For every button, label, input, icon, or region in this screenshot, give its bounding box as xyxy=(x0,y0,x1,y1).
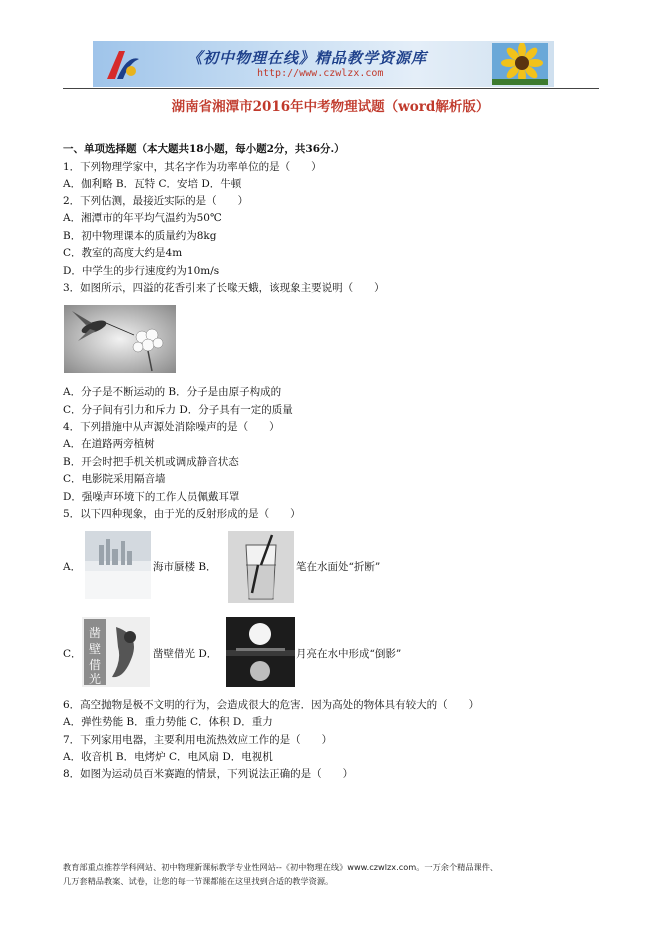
question-3: 3．如图所示，四溢的花香引来了长喙天蛾，该现象主要说明（ ） xyxy=(63,282,385,294)
question-5-label-a: A． xyxy=(63,561,82,573)
pencil-in-water-image xyxy=(228,531,294,603)
question-5-label-c: C． xyxy=(63,648,82,660)
chiseling-wall-image xyxy=(82,617,150,687)
sunflower-icon xyxy=(492,43,548,85)
document-title: 湖南省湘潭市2016年中考物理试题（word解析版） xyxy=(171,99,490,115)
question-5-text-c: 凿壁借光 D． xyxy=(153,648,218,660)
question-2: 2．下列估测，最接近实际的是（ ） xyxy=(63,195,249,207)
chiseling-wall-char-2: 壁 xyxy=(88,642,102,656)
question-7-options: A．收音机 B．电烤炉 C．电风扇 D．电视机 xyxy=(63,751,273,763)
question-4-option-c: C．电影院采用隔音墙 xyxy=(63,473,166,485)
question-2-option-d: D．中学生的步行速度约为10m/s xyxy=(63,265,220,277)
question-3-options-ab: A．分子是不断运动的 B．分子是由原子构成的 xyxy=(63,386,282,398)
question-6-options: A．弹性势能 B．重力势能 C．体积 D．重力 xyxy=(63,716,273,728)
question-2-option-b: B．初中物理课本的质量约为8kg xyxy=(63,230,217,242)
header-rule xyxy=(63,88,599,89)
question-5-text-a: 海市蜃楼 B． xyxy=(153,561,217,573)
banner-title: 《初中物理在线》精品教学资源库 xyxy=(187,49,428,67)
question-5-text-b: 笔在水面处“折断” xyxy=(296,561,381,573)
footer-line-1: 教育部重点推荐学科网站、初中物理新课标教学专业性网站--《初中物理在线》www.czwlzx.com。一万余个精品课件、 xyxy=(63,862,499,872)
moth-flower-image xyxy=(64,305,176,373)
question-4-option-d: D．强噪声环境下的工作人员佩戴耳罩 xyxy=(63,491,240,503)
moon-reflection-image xyxy=(226,617,295,687)
banner-url[interactable]: http://www.czwlzx.com xyxy=(257,68,384,79)
question-4-option-b: B．开会时把手机关机或调成静音状态 xyxy=(63,456,239,468)
mirage-image xyxy=(85,531,151,599)
question-4: 4．下列措施中从声源处消除噪声的是（ ） xyxy=(63,421,280,433)
question-1-options: A．伽利略 B．瓦特 C．安培 D．牛顿 xyxy=(63,178,242,190)
question-4-option-a: A．在道路两旁植树 xyxy=(63,438,155,450)
question-6: 6．高空抛物是极不文明的行为，会造成很大的危害．因为高处的物体具有较大的（ ） xyxy=(63,699,480,711)
question-7: 7．下列家用电器，主要利用电流热效应工作的是（ ） xyxy=(63,734,333,746)
question-5: 5．以下四种现象，由于光的反射形成的是（ ） xyxy=(63,508,301,520)
footer-line-2: 几万套精品教案、试卷，让您的每一节课都能在这里找到合适的教学资源。 xyxy=(63,876,334,886)
chiseling-wall-char-3: 借 xyxy=(88,658,102,672)
section-heading: 一、单项选择题（本大题共18小题，每小题2分，共36分.） xyxy=(63,143,345,155)
site-logo-icon xyxy=(101,45,143,83)
header-banner xyxy=(93,41,554,87)
question-2-option-c: C．教室的高度大约是4m xyxy=(63,247,183,259)
chiseling-wall-char-4: 光 xyxy=(88,672,102,686)
question-3-options-cd: C．分子间有引力和斥力 D．分子具有一定的质量 xyxy=(63,404,293,416)
question-1: 1．下列物理学家中，其名字作为功率单位的是（ ） xyxy=(63,161,322,173)
question-2-option-a: A．湘潭市的年平均气温约为50℃ xyxy=(63,212,222,224)
footer xyxy=(63,860,603,888)
question-5-text-d: 月亮在水中形成“倒影” xyxy=(296,648,402,660)
question-8: 8．如图为运动员百米赛跑的情景，下列说法正确的是（ ） xyxy=(63,768,354,780)
chiseling-wall-char-1: 凿 xyxy=(88,626,102,640)
